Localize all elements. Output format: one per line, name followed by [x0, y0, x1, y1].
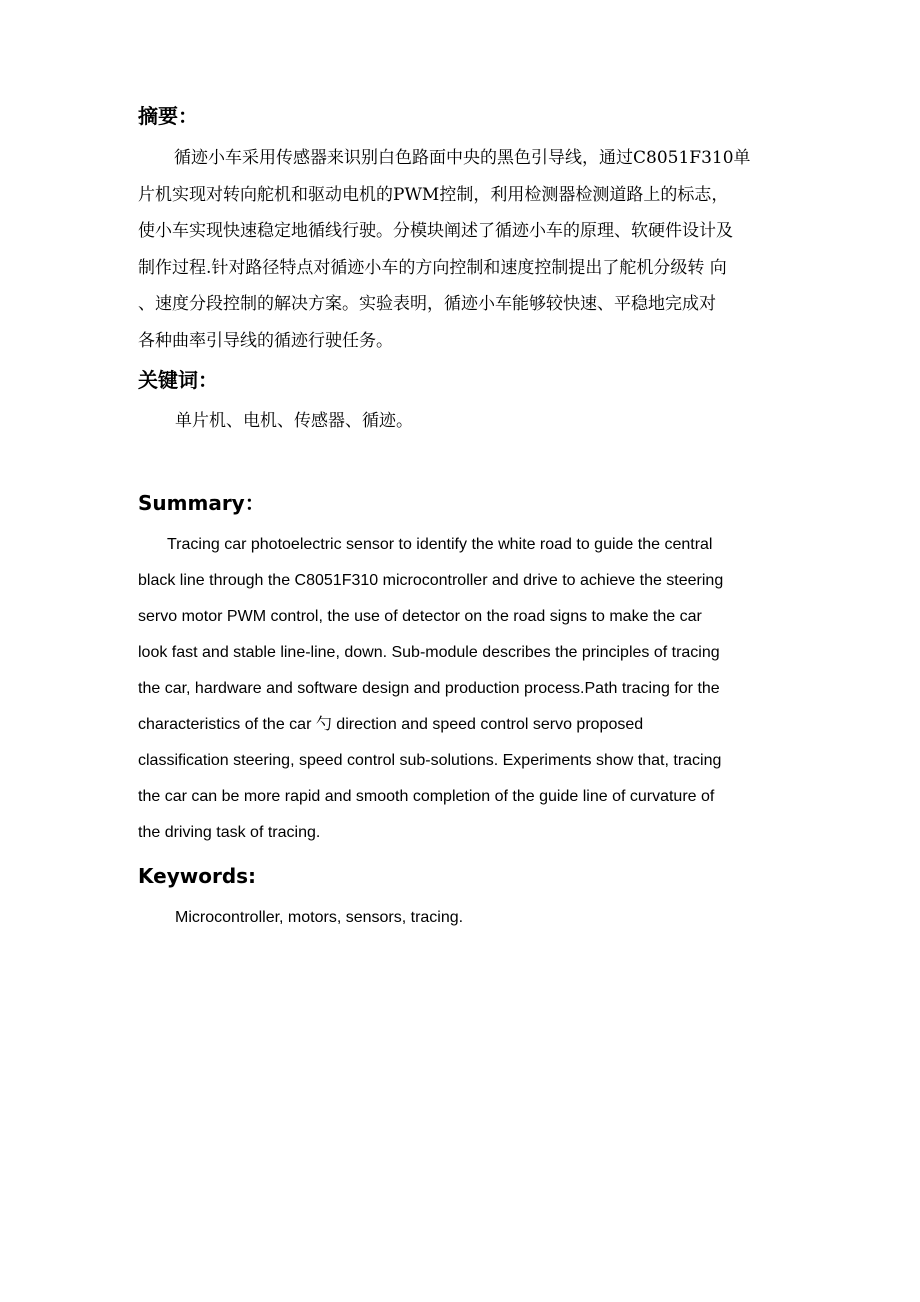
abstract-cn-line: 、速度分段控制的解决方案。实验表明，循迹小车能够较快速、平稳地完成对 — [138, 294, 716, 314]
keywords-cn-heading: 关键词： — [138, 368, 218, 392]
abstract-cn-line: 制作过程.针对路径特点对循迹小车的方向控制和速度控制提出了舵机分级转 向 — [138, 257, 727, 278]
keywords-en-text: Microcontroller, motors, sensors, tracing. — [175, 909, 464, 926]
summary-en-line: look fast and stable line-line, down. Sub-module describes the principles of tracing — [138, 644, 720, 661]
summary-en-line: the car can be more rapid and smooth completion of the guide line of curvature of — [138, 788, 715, 805]
abstract-cn-line: 片机实现对转向舵机和驱动电机的PWM控制，利用检测器检测道路上的标志， — [138, 184, 729, 205]
summary-en-line: servo motor PWM control, the use of detector on the road signs to make the car — [138, 608, 702, 625]
summary-en-line: Tracing car photoelectric sensor to identify the white road to guide the central — [167, 536, 713, 553]
abstract-cn-line: 循迹小车采用传感器来识别白色路面中央的黑色引导线，通过C8051F310单 — [174, 148, 751, 168]
summary-en-line: the car, hardware and software design and production process.Path tracing for the — [138, 680, 720, 697]
abstract-cn-line: 使小车实现快速稳定地循线行驶。分模块阐述了循迹小车的原理、软硬件设计及 — [138, 221, 733, 241]
keywords-cn-text: 单片机、电机、传感器、循迹。 — [175, 411, 413, 431]
summary-en-line: the driving task of tracing. — [138, 824, 321, 841]
summary-en-heading: Summary： — [138, 491, 265, 515]
summary-en-line: classification steering, speed control sub-solutions. Experiments show that, tracing — [138, 752, 722, 769]
abstract-cn-heading: 摘要： — [138, 104, 198, 128]
abstract-cn-line: 各种曲率引导线的循迹行驶任务。 — [138, 330, 393, 351]
summary-en-paragraph — [138, 527, 798, 851]
abstract-cn-paragraph — [138, 140, 798, 359]
keywords-en-heading: Keywords: — [138, 864, 257, 888]
summary-en-line: black line through the C8051F310 microcontroller and drive to achieve the steering — [138, 572, 724, 589]
summary-en-line: characteristics of the car 勺 direction and speed control servo proposed — [138, 716, 644, 733]
